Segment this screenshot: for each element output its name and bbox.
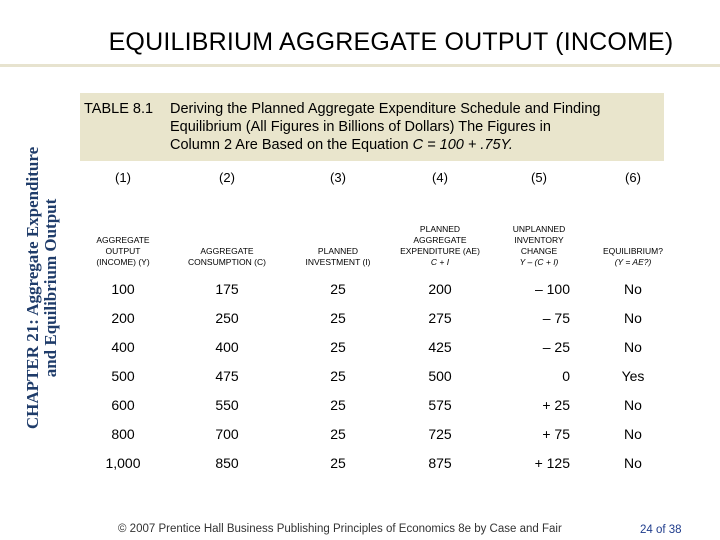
table-cell: 1,000 bbox=[105, 454, 141, 471]
header-line: INVENTORY bbox=[514, 235, 564, 245]
table-row bbox=[80, 332, 680, 361]
table-cell: 700 bbox=[215, 425, 239, 442]
table-cell: Yes bbox=[621, 367, 645, 384]
caption-line-1: Deriving the Planned Aggregate Expenditure Schedule and Finding bbox=[170, 101, 601, 117]
table-cell: 100 bbox=[111, 280, 135, 297]
table-cell: 850 bbox=[215, 454, 239, 471]
header-line: EXPENDITURE (AE) bbox=[400, 246, 480, 256]
table-cell: + 25 bbox=[542, 396, 570, 413]
header-line: CHANGE bbox=[520, 246, 558, 256]
caption-line-3-text: Column 2 Are Based on the Equation bbox=[170, 137, 413, 153]
table-cell: + 125 bbox=[534, 454, 570, 471]
caption-equation: C = 100 + .75Y. bbox=[412, 137, 513, 153]
table-cell: No bbox=[624, 454, 642, 471]
copyright-footer: © 2007 Prentice Hall Business Publishing Principles of Economics 8e by Case and Fair bbox=[118, 523, 562, 535]
table-cell: No bbox=[624, 338, 642, 355]
table-row bbox=[80, 448, 680, 477]
column-number: (1) bbox=[115, 169, 131, 185]
table-cell: 275 bbox=[428, 309, 452, 326]
table-cell: 25 bbox=[330, 280, 346, 297]
header-line: EQUILIBRIUM? bbox=[603, 246, 663, 256]
column-number: (4) bbox=[432, 169, 448, 185]
table-cell: 25 bbox=[330, 454, 346, 471]
table-cell: No bbox=[624, 309, 642, 326]
table-cell: – 25 bbox=[542, 338, 570, 355]
header-line: PLANNED bbox=[317, 246, 359, 256]
table-body bbox=[80, 274, 680, 477]
caption-line-3 bbox=[170, 136, 680, 154]
header-line: AGGREGATE bbox=[96, 235, 150, 245]
header-equilibrium bbox=[586, 188, 680, 274]
table-row bbox=[80, 419, 680, 448]
table-cell: 600 bbox=[111, 396, 135, 413]
table-label: TABLE 8.1 bbox=[84, 101, 154, 117]
table-cell: 725 bbox=[428, 425, 452, 442]
header-line: INVESTMENT (I) bbox=[305, 257, 371, 267]
table-cell: 425 bbox=[428, 338, 452, 355]
header-line: UNPLANNED bbox=[512, 224, 566, 234]
column-header-row bbox=[80, 188, 680, 274]
table-cell: 500 bbox=[428, 367, 452, 384]
page-number: 24 of 38 bbox=[640, 524, 682, 536]
header-line: (Y = AE?) bbox=[614, 257, 652, 267]
table-cell: – 75 bbox=[542, 309, 570, 326]
header-line: C + I bbox=[430, 257, 450, 267]
column-number: (6) bbox=[625, 169, 641, 185]
table-cell: No bbox=[624, 280, 642, 297]
expenditure-table bbox=[80, 166, 680, 477]
table-caption-text bbox=[170, 100, 680, 154]
header-line: Y – (C + I) bbox=[519, 257, 559, 267]
header-line: PLANNED bbox=[419, 224, 461, 234]
table-row bbox=[80, 303, 680, 332]
table-cell: 25 bbox=[330, 309, 346, 326]
header-consumption bbox=[166, 188, 288, 274]
header-line: OUTPUT bbox=[105, 246, 141, 256]
table-cell: 875 bbox=[428, 454, 452, 471]
table-cell: 25 bbox=[330, 367, 346, 384]
table-cell: 200 bbox=[428, 280, 452, 297]
chapter-title-line-1: CHAPTER 21: Aggregate Expenditure bbox=[23, 146, 42, 430]
table-cell: 800 bbox=[111, 425, 135, 442]
table-row bbox=[80, 390, 680, 419]
table-cell: 175 bbox=[215, 280, 239, 297]
caption-line-2: Equilibrium (All Figures in Billions of Dollars) The Figures in bbox=[170, 119, 551, 135]
chapter-sidebar bbox=[22, 108, 62, 468]
table-cell: – 100 bbox=[534, 280, 570, 297]
column-number: (2) bbox=[219, 169, 235, 185]
header-expenditure bbox=[388, 188, 492, 274]
table-row bbox=[80, 274, 680, 303]
table-cell: 400 bbox=[215, 338, 239, 355]
table-cell: 25 bbox=[330, 338, 346, 355]
table-cell: 250 bbox=[215, 309, 239, 326]
table-cell: No bbox=[624, 396, 642, 413]
header-line: (INCOME) (Y) bbox=[96, 257, 150, 267]
table-cell: 500 bbox=[111, 367, 135, 384]
table-row bbox=[80, 361, 680, 390]
header-inventory bbox=[492, 188, 586, 274]
table-cell: 400 bbox=[111, 338, 135, 355]
header-line: AGGREGATE bbox=[200, 246, 254, 256]
header-output bbox=[80, 188, 166, 274]
table-cell: No bbox=[624, 425, 642, 442]
title-divider bbox=[0, 64, 720, 67]
table-cell: 0 bbox=[562, 367, 570, 384]
header-line: AGGREGATE bbox=[413, 235, 467, 245]
chapter-title-line-2: and Equilibrium Output bbox=[41, 198, 60, 378]
table-cell: + 75 bbox=[542, 425, 570, 442]
column-number: (5) bbox=[531, 169, 547, 185]
table-cell: 200 bbox=[111, 309, 135, 326]
table-cell: 550 bbox=[215, 396, 239, 413]
header-line: CONSUMPTION (C) bbox=[188, 257, 266, 267]
table-cell: 475 bbox=[215, 367, 239, 384]
table-cell: 575 bbox=[428, 396, 452, 413]
column-number-row bbox=[80, 166, 680, 188]
header-investment bbox=[288, 188, 388, 274]
column-number: (3) bbox=[330, 169, 346, 185]
slide-title: EQUILIBRIUM AGGREGATE OUTPUT (INCOME) bbox=[108, 28, 674, 56]
table-cell: 25 bbox=[330, 425, 346, 442]
chapter-sidebar-text bbox=[24, 147, 60, 429]
table-cell: 25 bbox=[330, 396, 346, 413]
